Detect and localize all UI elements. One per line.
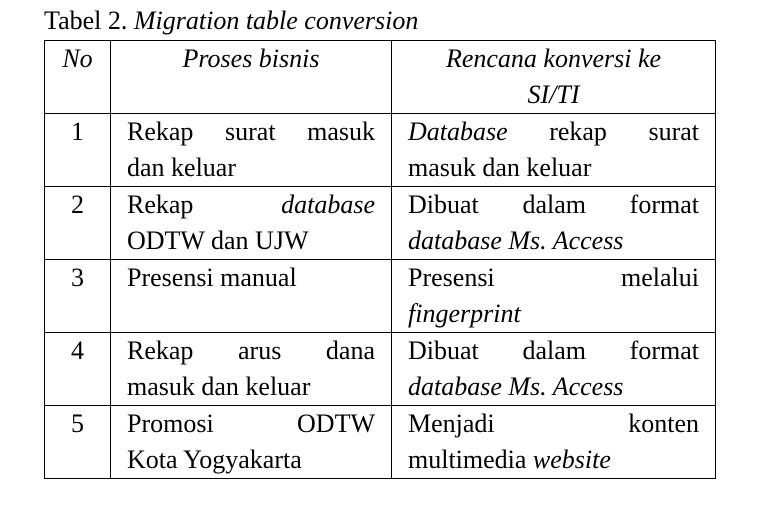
table-row [45, 187, 716, 260]
row-no: 4 [45, 333, 111, 406]
header-no: No [45, 41, 111, 114]
header-process: Proses bisnis [111, 41, 392, 114]
plan-line [408, 442, 699, 478]
header-plan-line2: SI/TI [527, 80, 580, 109]
plan-line: masuk dan keluar [408, 153, 592, 182]
header-plan-line1: Rencana konversi ke [445, 44, 662, 73]
plan-text: rekap surat [507, 117, 699, 146]
row-plan [392, 260, 716, 333]
process-line: ODTW dan UJW [127, 226, 309, 255]
row-no: 2 [45, 187, 111, 260]
row-process [111, 333, 392, 406]
row-process [111, 114, 392, 187]
table-header-row [45, 41, 716, 114]
process-italic: database [281, 190, 375, 219]
plan-italic: Database [408, 117, 508, 146]
table-caption [44, 6, 418, 36]
caption-title: Migration table conversion [133, 6, 419, 35]
migration-table [44, 40, 716, 479]
row-no: 3 [45, 260, 111, 333]
caption-label: Tabel 2. [44, 6, 128, 35]
row-plan [392, 187, 716, 260]
row-process [111, 187, 392, 260]
process-line: Promosi ODTW [127, 409, 375, 438]
row-no: 1 [45, 114, 111, 187]
row-process [111, 406, 392, 479]
table-row [45, 406, 716, 479]
table-row [45, 114, 716, 187]
process-line [127, 187, 375, 223]
row-no: 5 [45, 406, 111, 479]
plan-line: Presensi melalui [408, 263, 699, 292]
plan-line: Menjadi konten [408, 409, 699, 438]
plan-line: fingerprint [408, 299, 521, 328]
process-line: Rekap arus dana [127, 336, 375, 365]
process-line: Presensi manual [127, 263, 297, 292]
plan-line: database Ms. Access [408, 372, 624, 401]
row-plan [392, 114, 716, 187]
process-line: Kota Yogyakarta [127, 445, 302, 474]
row-process [111, 260, 392, 333]
plan-line: Dibuat dalam format [408, 190, 699, 219]
plan-italic: website [532, 445, 611, 474]
process-text: Rekap [127, 190, 282, 219]
plan-text: multimedia [408, 445, 533, 474]
header-plan [392, 41, 716, 114]
plan-line [408, 114, 699, 150]
plan-line: database Ms. Access [408, 226, 624, 255]
row-plan [392, 406, 716, 479]
plan-line: Dibuat dalam format [408, 336, 699, 365]
table-row [45, 260, 716, 333]
row-plan [392, 333, 716, 406]
process-line: Rekap surat masuk [127, 117, 375, 146]
process-line: dan keluar [127, 153, 237, 182]
table-row [45, 333, 716, 406]
process-line: masuk dan keluar [127, 372, 311, 401]
